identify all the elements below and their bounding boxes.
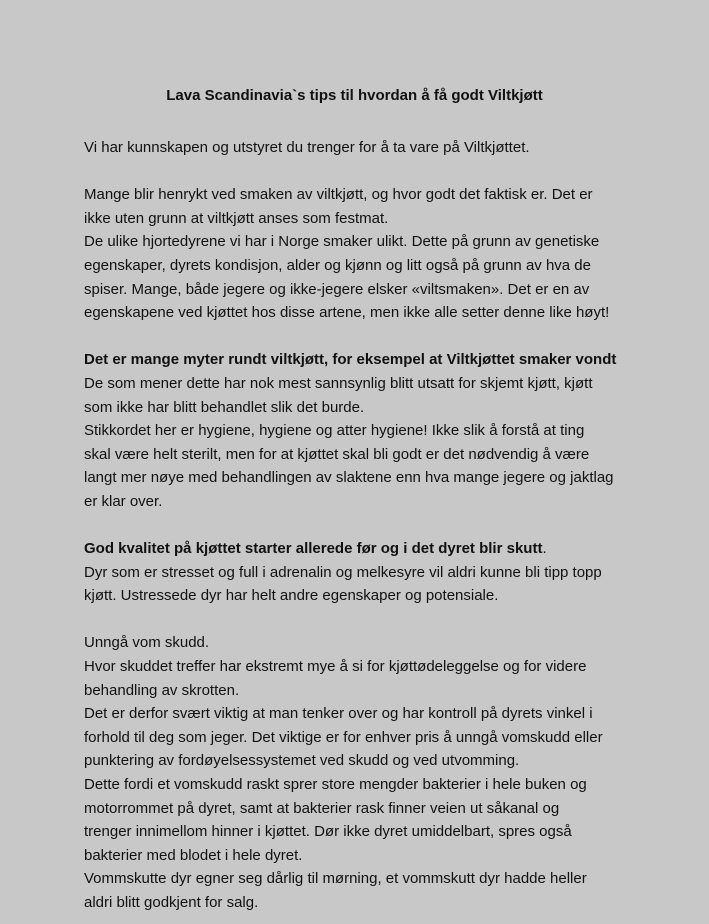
- section-2-line: er klar over.: [84, 492, 163, 510]
- section-4-line: forhold til deg som jeger. Det viktige er for enhver pris å unngå vomskudd eller: [84, 728, 603, 746]
- section-3-paragraph: [84, 537, 625, 608]
- section-4-line: behandling av skrotten.: [84, 681, 240, 699]
- section-3-heading-line: [84, 537, 625, 561]
- section-1-line: egenskaper, dyrets kondisjon, alder og kjønn og litt også på grunn av hva de: [84, 256, 591, 274]
- paragraph-gap: [84, 325, 625, 349]
- section-4-line: Det er derfor svært viktig at man tenker over og har kontroll på dyrets vinkel i: [84, 705, 593, 723]
- section-3-heading-suffix: .: [542, 540, 547, 558]
- section-4-line: Dette fordi et vomskudd raskt sprer store mengder bakterier i hele buken og: [84, 776, 587, 794]
- section-1-line: De ulike hjortedyrene vi har i Norge smaker ulikt. Dette på grunn av genetiske: [84, 233, 600, 251]
- section-4-line: bakterier med blodet i hele dyret.: [84, 846, 303, 864]
- section-4-line: aldri blitt godkjent for salg.: [84, 894, 259, 911]
- section-2-line: skal være helt sterilt, men for at kjøttet skal bli godt er det nødvendig å være: [84, 445, 590, 463]
- section-2-line: langt mer nøye med behandlingen av slaktene enn hva mange jegere og jaktlag: [84, 469, 614, 487]
- paragraph-gap: [84, 608, 625, 632]
- section-1-paragraph: [84, 183, 625, 325]
- section-4-line: motorrommet på dyret, samt at bakterier rask finner veien ut såkanal og: [84, 799, 560, 817]
- section-2-line: Stikkordet her er hygiene, hygiene og atter hygiene! Ikke slik å forstå at ting: [84, 422, 585, 440]
- section-2-heading: Det er mange myter rundt viltkjøtt, for eksempel at Viltkjøttet smaker vondt: [84, 351, 617, 369]
- section-4-line: Vommskutte dyr egner seg dårlig til mørning, et vommskutt dyr hadde heller: [84, 870, 587, 888]
- section-1-line: egenskapene ved kjøttet hos disse artene, men ikke alle setter denne like høyt!: [84, 304, 610, 322]
- section-2-line: De som mener dette har nok mest sannsynlig blitt utsatt for skjemt kjøtt, kjøtt: [84, 374, 593, 392]
- paragraph-gap: [84, 514, 625, 538]
- section-4-line: Hvor skuddet treffer har ekstremt mye å si for kjøttødeleggelse og for videre: [84, 658, 587, 676]
- section-3-heading: God kvalitet på kjøttet starter allerede før og i det dyret blir skutt: [84, 540, 543, 558]
- paragraph-gap: [84, 160, 625, 184]
- section-2-line: som ikke har blitt behandlet slik det burde.: [84, 398, 365, 416]
- section-3-line: Dyr som er stresset og full i adrenalin og melkesyre vil aldri kunne bli tipp topp: [84, 563, 602, 581]
- section-1-line: Mange blir henrykt ved smaken av viltkjøtt, og hvor godt det faktisk er. Det er: [84, 186, 593, 204]
- intro-paragraph: [84, 136, 625, 160]
- section-4-paragraph: [84, 631, 625, 914]
- section-4-line: Unngå vom skudd.: [84, 634, 210, 652]
- section-1-line: ikke uten grunn at viltkjøtt anses som festmat.: [84, 209, 389, 227]
- page-title: Lava Scandinavia`s tips til hvordan å få godt Viltkjøtt: [166, 87, 543, 104]
- section-4-line: punktering av fordøyelsessystemet ved skudd og ved utvomming.: [84, 752, 520, 770]
- section-3-line: kjøtt. Ustressede dyr har helt andre egenskaper og potensiale.: [84, 587, 499, 605]
- section-1-line: spiser. Mange, både jegere og ikke-jegere elsker «viltsmaken». Det er en av: [84, 280, 590, 298]
- intro-line: Vi har kunnskapen og utstyret du trenger for å ta vare på Viltkjøttet.: [84, 139, 530, 156]
- section-2-paragraph: [84, 348, 625, 513]
- section-4-line: trenger innimellom hinner i kjøttet. Dør ikke dyret umiddelbart, spres også: [84, 823, 572, 841]
